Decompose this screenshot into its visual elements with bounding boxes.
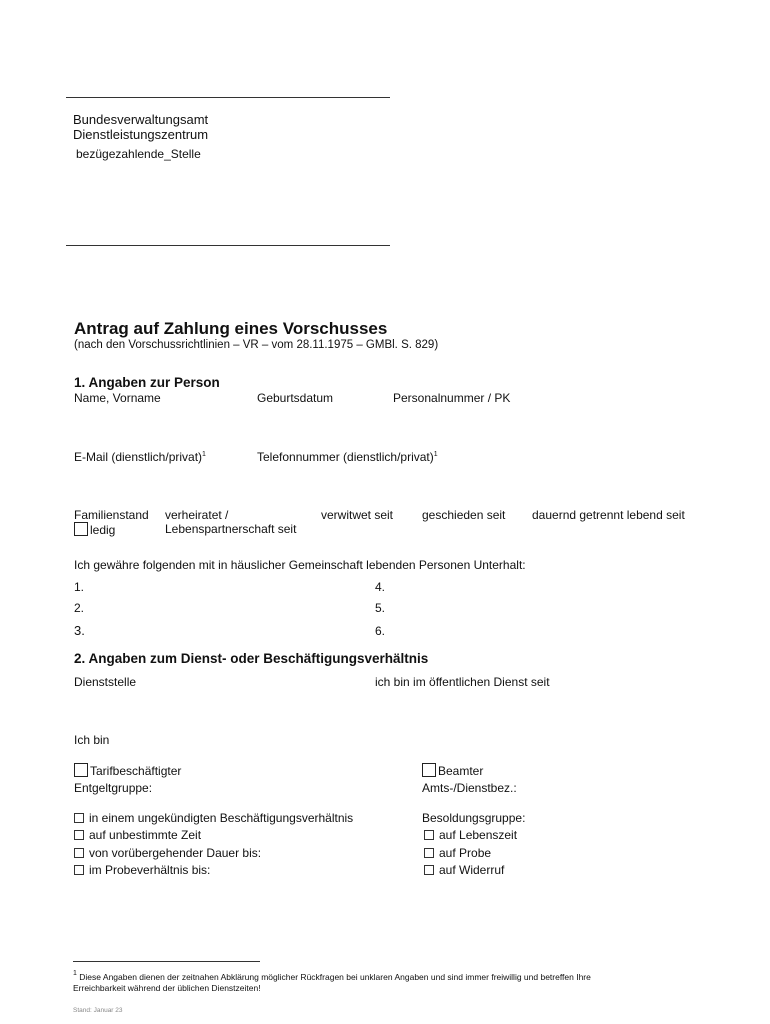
- section-1-heading: 1. Angaben zur Person: [74, 375, 220, 390]
- checkbox[interactable]: [74, 813, 84, 823]
- single-checkbox[interactable]: [74, 522, 88, 536]
- phone-footnote-mark: 1: [433, 451, 438, 458]
- checkbox[interactable]: [424, 848, 434, 858]
- checkbox[interactable]: [74, 848, 84, 858]
- email-label: E-Mail (dienstlich/privat)$^1$: [74, 450, 206, 464]
- civil-servant-option[interactable]: Beamter: [422, 763, 483, 778]
- employee-option[interactable]: Tarifbeschäftigter: [74, 763, 181, 778]
- salary-group-label: Besoldungsgruppe:: [422, 811, 526, 825]
- form-subtitle: (nach den Vorschussrichtlinien – VR – vom 28.11.1975 – GMBl. S. 829): [74, 339, 439, 351]
- address-bottom-rule: [66, 245, 390, 246]
- form-title: Antrag auf Zahlung eines Vorschusses: [74, 319, 388, 338]
- office-label: Dienststelle: [74, 675, 137, 689]
- birthdate-label: Geburtsdatum: [257, 391, 334, 405]
- address-top-rule: [66, 97, 390, 98]
- checkbox[interactable]: [424, 865, 434, 875]
- servant-option-revocable[interactable]: auf Widerruf: [424, 863, 504, 877]
- married-label-line-2: Lebenspartnerschaft seit: [165, 522, 297, 536]
- employee-option-unterminated[interactable]: in einem ungekündigten Beschäftigungsverhältnis: [74, 811, 353, 825]
- employee-option-temporary[interactable]: von vorübergehender Dauer bis:: [74, 846, 261, 860]
- checkbox[interactable]: [424, 830, 434, 840]
- widowed-label: verwitwet seit: [321, 508, 394, 522]
- pay-group-label: Entgeltgruppe:: [74, 781, 153, 795]
- phone-label: Telefonnummer (dienstlich/privat)$^1$: [257, 450, 438, 464]
- dependent-6: 6.: [375, 624, 386, 638]
- footnote-mark: 1: [73, 970, 77, 977]
- dependent-3: 3.: [74, 623, 85, 638]
- divorced-label: geschieden seit: [422, 508, 506, 522]
- personnel-number-label: Personalnummer / PK: [393, 391, 511, 405]
- checkbox[interactable]: [74, 865, 84, 875]
- dependent-4: 4.: [375, 580, 386, 594]
- checkbox[interactable]: [74, 830, 84, 840]
- address-line-2: Dienstleistungszentrum: [73, 127, 209, 142]
- ich-bin-label: Ich bin: [74, 733, 110, 747]
- dependent-2: 2.: [74, 601, 85, 615]
- dependents-text: Ich gewähre folgenden mit in häuslicher Gemeinschaft lebenden Personen Unterhalt:: [74, 558, 526, 572]
- servant-option-probation[interactable]: auf Probe: [424, 846, 491, 860]
- address-line-3: bezügezahlende_Stelle: [76, 147, 201, 161]
- service-since-label: ich bin im öffentlichen Dienst seit: [375, 675, 550, 689]
- employee-checkbox[interactable]: [74, 763, 88, 777]
- footnote-line-1: $^1$ Diese Angaben dienen der zeitnahen Abklärung möglicher Rückfragen bei unklaren Angaben und sind immer freiwillig und betreffen Ihre: [73, 970, 591, 982]
- address-line-1: Bundesverwaltungsamt: [73, 112, 209, 127]
- email-footnote-mark: 1: [202, 451, 206, 458]
- married-label-line-1: verheiratet /: [165, 508, 229, 522]
- footnote-rule: [73, 961, 260, 962]
- name-label: Name, Vorname: [74, 391, 161, 405]
- servant-option-lifetime[interactable]: auf Lebenszeit: [424, 828, 517, 842]
- stand-date: Stand: Januar 23: [73, 1007, 123, 1014]
- official-title-label: Amts-/Dienstbez.:: [422, 781, 517, 795]
- employee-option-indefinite[interactable]: auf unbestimmte Zeit: [74, 828, 201, 842]
- dependent-5: 5.: [375, 601, 386, 615]
- single-option[interactable]: ledig: [74, 522, 115, 537]
- section-2-heading: 2. Angaben zum Dienst- oder Beschäftigungsverhältnis: [74, 651, 429, 666]
- dependent-1: 1.: [74, 580, 85, 594]
- footnote-line-2: Erreichbarkeit während der üblichen Dienstzeiten!: [73, 983, 261, 993]
- marital-status-label: Familienstand: [74, 508, 149, 522]
- employee-option-probation[interactable]: im Probeverhältnis bis:: [74, 863, 210, 877]
- civil-servant-checkbox[interactable]: [422, 763, 436, 777]
- separated-label: dauernd getrennt lebend seit: [532, 508, 685, 522]
